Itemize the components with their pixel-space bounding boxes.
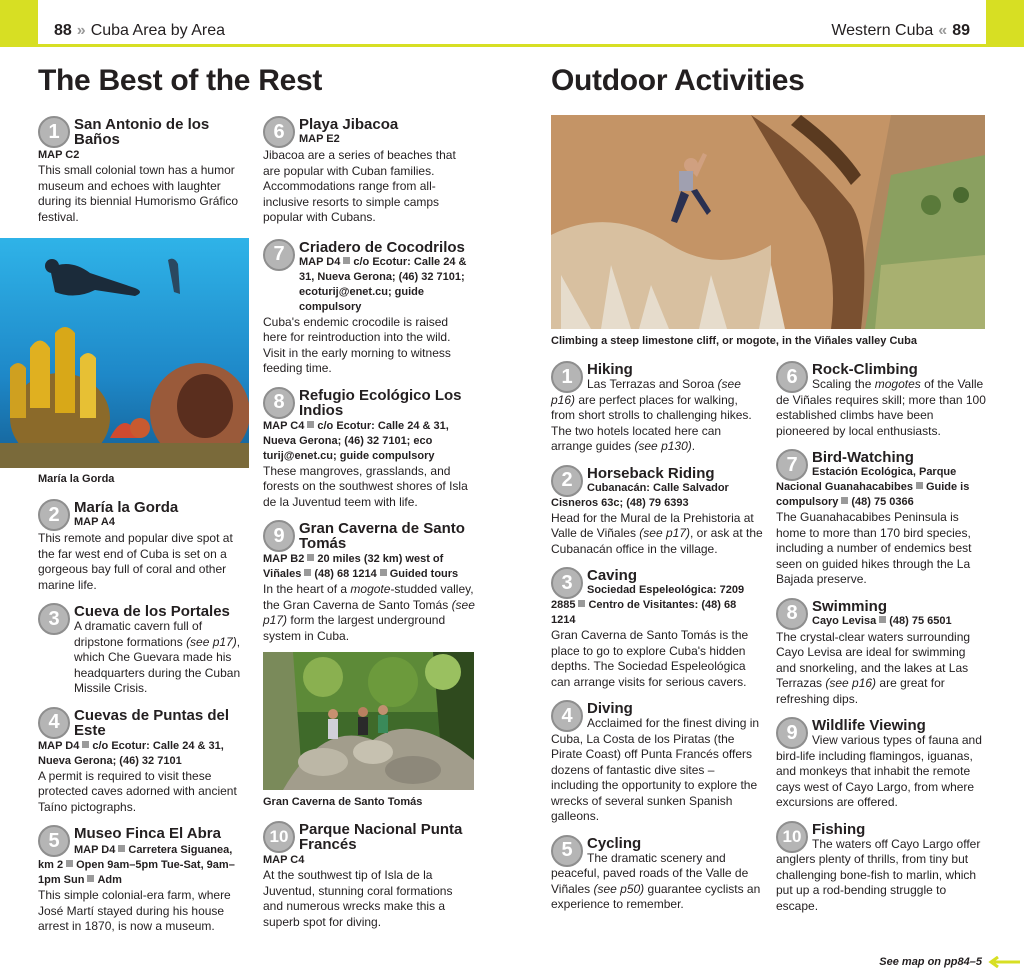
diver-photo bbox=[0, 238, 249, 468]
number-badge: 3 bbox=[38, 603, 70, 635]
number-badge: 4 bbox=[38, 707, 70, 739]
cave-photo bbox=[263, 652, 474, 790]
entry-meta: MAP C4 bbox=[263, 854, 305, 866]
entry-meta: MAP C4 c/o Ecotur: Calle 24 & 31, Nueva Gerona; (46) 32 7101; eco turij@enet.cu; guide compulsory bbox=[263, 419, 449, 462]
map-reference-text: See map on pp84–5 bbox=[879, 956, 982, 968]
entry-body: A dramatic cavern full of dripstone formations bbox=[74, 619, 203, 649]
entry-10 bbox=[263, 820, 475, 930]
activity-6 bbox=[776, 360, 988, 439]
activity-title: Fishing bbox=[812, 820, 866, 838]
entry-body: In the heart of a mogote-studded valley, the Gran Caverna de Santo Tomás (see p17) form the largest underground system in Cuba. bbox=[263, 582, 475, 643]
number-badge: 10 bbox=[263, 821, 295, 853]
activity-body: Scaling the mogotes of the Valle de Viñales requires skill; more than 100 established climbs have been pioneered by local enthusiasts. bbox=[776, 377, 986, 438]
number-badge: 7 bbox=[776, 449, 808, 481]
entry-9 bbox=[263, 519, 475, 644]
entry-meta: MAP D4 c/o Ecotur: Calle 24 & 31, Nueva Gerona; (46) 32 7101 bbox=[38, 739, 224, 767]
activity-meta: Estación Ecológica, Parque Nacional Guanahacabibes Guide is compulsory (48) 75 0366 bbox=[776, 466, 970, 508]
entry-meta: MAP A4 bbox=[74, 516, 115, 528]
entry-body: This remote and popular dive spot at the far west end of Cuba is set on a gorgeous bay full of coral and other marine life. bbox=[38, 531, 233, 592]
activity-1 bbox=[551, 360, 763, 455]
entry-title: Cueva de los Portales bbox=[74, 603, 230, 620]
entry-meta: MAP E2 bbox=[299, 133, 340, 145]
activity-5 bbox=[551, 834, 763, 913]
right-column-1 bbox=[551, 360, 763, 922]
activity-body: Head for the Mural de la Prehistoria at Valle de Viñales (see p17), or ask at the Cubanacán office in the village. bbox=[551, 510, 763, 556]
left-column-2-bottom bbox=[263, 820, 475, 939]
map-reference[interactable] bbox=[879, 956, 1020, 968]
entry-body: Cuba's endemic crocodile is raised here for reintroduction into the wild. Visit in the early morning to witness feeding time. bbox=[263, 314, 451, 375]
entry-meta: MAP C2 bbox=[38, 149, 80, 161]
activity-title: Swimming bbox=[812, 597, 888, 615]
activity-7 bbox=[776, 448, 988, 588]
entry-body: These mangroves, grasslands, and forests on the southwest shores of Isla de la Juventud teem with life. bbox=[263, 463, 468, 509]
activity-meta: Cayo Levisa (48) 75 6501 bbox=[812, 614, 952, 627]
activity-body: The crystal-clear waters surrounding Cayo Levisa are ideal for swimming and snorkeling, and the lakes at Las Terrazas (see p16) are great for refreshing dips. bbox=[776, 629, 971, 706]
left-column-1-bottom bbox=[38, 498, 250, 944]
header-accent-left bbox=[0, 0, 38, 46]
activity-title: Horseback Riding bbox=[587, 464, 715, 482]
activity-3 bbox=[551, 566, 763, 690]
number-badge: 9 bbox=[263, 520, 295, 552]
activity-title: Cycling bbox=[587, 834, 642, 852]
entry-8 bbox=[263, 386, 475, 511]
activity-title: Bird-Watching bbox=[812, 449, 914, 466]
number-badge: 10 bbox=[776, 821, 808, 853]
entry-body: A permit is required to visit these protected caves adorned with ancient Taíno pictographs. bbox=[38, 768, 237, 814]
activity-8 bbox=[776, 597, 988, 708]
activity-meta: Cubanacán: Calle Salvador Cisneros 63c; (48) 79 6393 bbox=[551, 481, 729, 509]
climber-photo bbox=[551, 115, 985, 329]
header-right: Western Cuba « 89 bbox=[831, 22, 970, 39]
activity-meta: Sociedad Espeleológica: 7209 2885 Centro de Visitantes: (48) 68 1214 bbox=[551, 584, 745, 626]
activity-body: The waters off Cayo Largo offer anglers plenty of thrills, from tiny but challenging bone-fish to marlin, which put up a rod-bending struggle to escape. bbox=[776, 836, 981, 913]
entry-title: Playa Jibacoa bbox=[299, 116, 399, 133]
activity-body: Acclaimed for the finest diving in Cuba, La Costa de los Piratas (the Pirate Coast) off Punta Francés offers dozens of fantastic dive sites – including the opportunity to explore the wrecks of several sunken Spanish galleons. bbox=[551, 716, 760, 823]
right-header-title: Western Cuba bbox=[831, 22, 934, 39]
entry-title: María la Gorda bbox=[74, 499, 179, 516]
number-badge: 1 bbox=[551, 361, 583, 393]
activity-body: View various types of fauna and bird-life including flamingos, iguanas, and monkeys that inhabit the remote cays west of Cayo Largo, from where excursions are offered. bbox=[776, 733, 982, 809]
entry-7 bbox=[263, 238, 475, 377]
number-badge: 7 bbox=[263, 239, 295, 271]
entry-5 bbox=[38, 824, 250, 935]
entry-4 bbox=[38, 706, 250, 816]
left-header-title: Cuba Area by Area bbox=[90, 22, 226, 39]
right-column-2 bbox=[776, 360, 988, 923]
number-badge: 1 bbox=[38, 116, 70, 148]
header-accent-right bbox=[986, 0, 1024, 46]
arrow-left-icon bbox=[988, 956, 1020, 968]
right-section-title: Outdoor Activities bbox=[551, 64, 805, 97]
activity-9 bbox=[776, 716, 988, 811]
number-badge: 2 bbox=[551, 465, 583, 497]
header-rule bbox=[0, 44, 1024, 47]
number-badge: 6 bbox=[263, 116, 295, 148]
entry-title: Criadero de Cocodrilos bbox=[299, 238, 465, 256]
activity-title: Diving bbox=[587, 700, 633, 717]
activity-title: Caving bbox=[587, 567, 638, 584]
climber-caption: Climbing a steep limestone cliff, or mogote, in the Viñales valley Cuba bbox=[551, 335, 917, 347]
entry-body: Jibacoa are a series of beaches that are popular with Cuban families. Accommodations range from all-inclusive resorts to simple camps popular with Cubans. bbox=[263, 148, 456, 224]
page-reference: (see p17) bbox=[186, 634, 237, 649]
entry-title: Museo Finca El Abra bbox=[74, 825, 221, 842]
entry-body: This simple colonial-era farm, where José Martí stayed during his house arrest in 1870, is now a museum. bbox=[38, 888, 231, 933]
entry-meta: MAP D4 Carretera Siguanea, km 2 Open 9am–5pm Tue-Sat, 9am–1pm Sun Adm bbox=[38, 844, 235, 886]
left-column-2 bbox=[263, 115, 475, 653]
diver-caption: María la Gorda bbox=[38, 473, 115, 485]
entry-title: San Antonio de los Baños bbox=[74, 116, 210, 148]
entry-title: Gran Caverna de Santo Tomás bbox=[299, 520, 465, 552]
right-page-number: 89 bbox=[952, 22, 970, 39]
number-badge: 5 bbox=[38, 825, 70, 857]
entry-title: Refugio Ecológico Los Indios bbox=[299, 386, 462, 419]
entry-title: Cuevas de Puntas del Este bbox=[74, 706, 230, 739]
header-left: 88 » Cuba Area by Area bbox=[54, 22, 226, 39]
activity-4 bbox=[551, 699, 763, 825]
activity-title: Rock-Climbing bbox=[812, 361, 918, 378]
entry-3 bbox=[38, 602, 250, 697]
activity-2 bbox=[551, 464, 763, 558]
activity-body: The Guanahacabibes Peninsula is home to more than 170 bird species, including a number of endemics best seen on guided hikes through the La Bajada preserve. bbox=[776, 510, 972, 586]
left-column-1-top bbox=[38, 115, 250, 234]
entry-1 bbox=[38, 115, 250, 225]
activity-body: The dramatic scenery and peaceful, paved roads of the Valle de Viñales (see p50) guarantee cyclists an experience to remember. bbox=[551, 850, 761, 911]
number-badge: 8 bbox=[776, 598, 808, 630]
entry-body: This small colonial town has a humor museum and echoes with laughter during its biennial Humorismo Gráfico festival. bbox=[38, 163, 239, 224]
activity-10 bbox=[776, 820, 988, 915]
entry-body: At the southwest tip of Isla de la Juventud, stunning coral formations and numerous wrecks make this a superb spot for diving. bbox=[263, 868, 453, 929]
entry-title: Parque Nacional Punta Francés bbox=[299, 821, 463, 853]
left-page-number: 88 bbox=[54, 22, 72, 39]
number-badge: 6 bbox=[776, 361, 808, 393]
activity-body: Gran Caverna de Santo Tomás is the place to go to explore Cuba's hidden depths. The Sociedad Espeleológica can arrange visits for serious cavers. bbox=[551, 628, 749, 689]
number-badge: 5 bbox=[551, 835, 583, 867]
number-badge: 8 bbox=[263, 387, 295, 419]
entry-meta: MAP B2 20 miles (32 km) west of Viñales (48) 68 1214 Guided tours bbox=[263, 553, 459, 580]
entry-meta: MAP D4 c/o Ecotur: Calle 24 & 31, Nueva Gerona; (46) 32 7101; ecoturij@enet.cu; guide compulsory bbox=[299, 255, 467, 313]
number-badge: 2 bbox=[38, 499, 70, 531]
activity-body: Las Terrazas and Soroa (see p16) are perfect places for walking, from short strolls to challenging hikes. The two hotels located here can arrange guides (see p130). bbox=[551, 377, 752, 453]
entry-body-cont: , which Che Guevara made his headquarters during the Cuban Missile Crisis. bbox=[74, 634, 241, 695]
left-section-title: The Best of the Rest bbox=[38, 64, 323, 97]
entry-6 bbox=[263, 115, 475, 226]
number-badge: 9 bbox=[776, 717, 808, 749]
activity-title: Wildlife Viewing bbox=[812, 717, 926, 734]
entry-2 bbox=[38, 498, 250, 593]
activity-title: Hiking bbox=[587, 361, 633, 378]
number-badge: 4 bbox=[551, 700, 583, 732]
number-badge: 3 bbox=[551, 567, 583, 599]
cave-caption: Gran Caverna de Santo Tomás bbox=[263, 796, 423, 808]
